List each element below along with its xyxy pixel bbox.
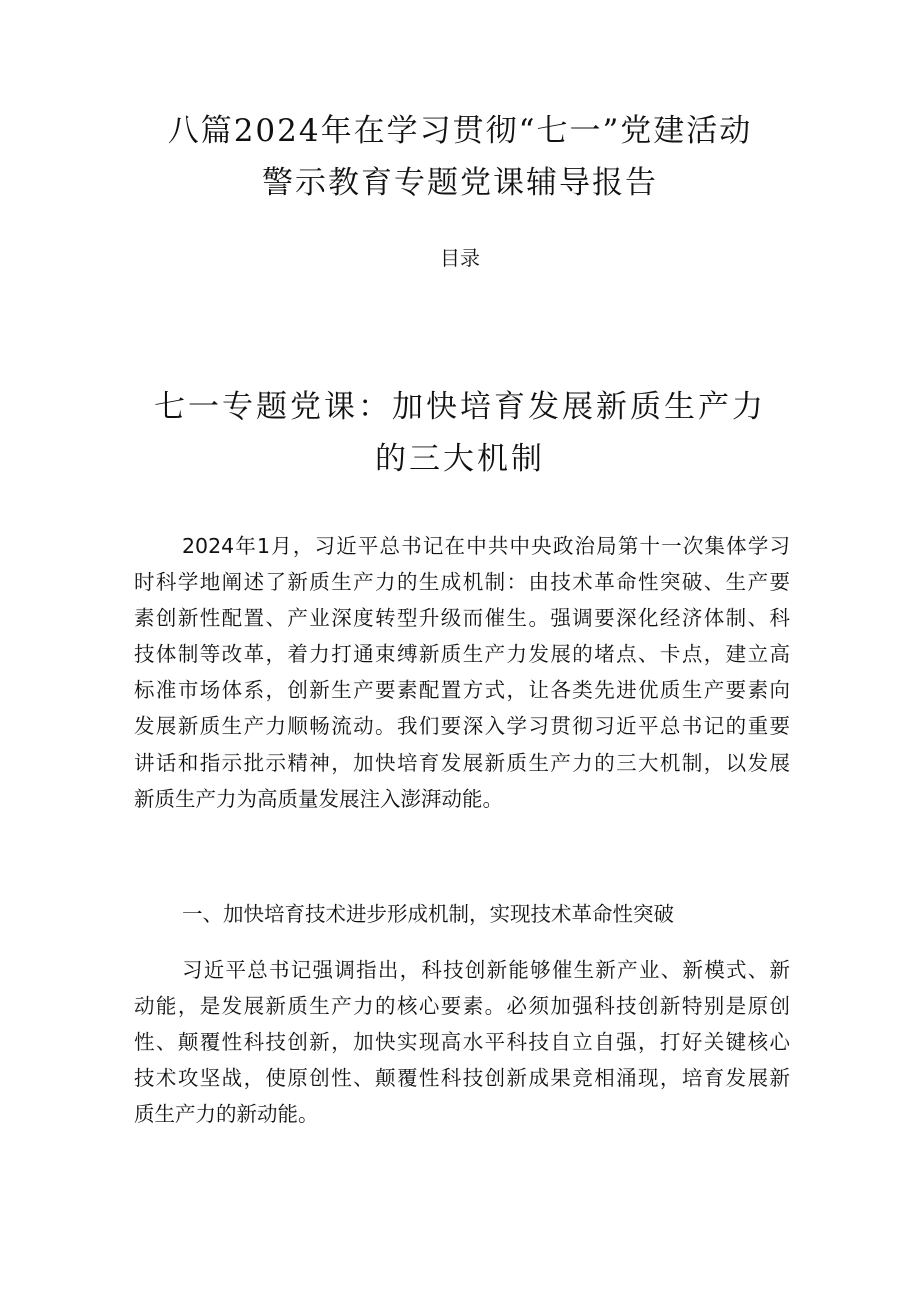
- heading-1-text: 一、加快培育技术进步形成机制，实现技术革命性突破: [182, 902, 674, 926]
- document-title-line-2: 警示教育专题党课辅导报告: [262, 165, 658, 201]
- paragraph-line: 发展新质生产力顺畅流动。我们要深入学习贯彻习近平总书记的重要: [134, 714, 790, 739]
- paragraph-line: 新质生产力为高质量发展注入澎湃动能。: [134, 786, 503, 811]
- paragraph-line: 标准市场体系，创新生产要素配置方式，让各类先进优质生产要素向: [134, 678, 790, 703]
- paragraph-line: 素创新性配置、产业深度转型升级而催生。强调要深化经济体制、科: [134, 606, 790, 631]
- paragraph-line: 习近平总书记强调指出，科技创新能够催生新产业、新模式、新: [182, 958, 790, 982]
- toc-heading: 目录: [440, 246, 480, 270]
- paragraph-1: [134, 528, 790, 817]
- paragraph-line: 性、颠覆性科技创新，加快实现高水平科技自立自强，打好关键核心: [134, 1030, 790, 1055]
- paragraph-line: 技术攻坚战，使原创性、颠覆性科技创新成果竞相涌现，培育发展新: [134, 1066, 790, 1091]
- document-title-line-1: 八篇2024年在学习贯彻“七一”党建活动: [167, 113, 753, 149]
- section-title-line-1: 七一专题党课：加快培育发展新质生产力: [154, 389, 766, 425]
- paragraph-line: 时科学地阐述了新质生产力的生成机制：由技术革命性突破、生产要: [134, 570, 790, 595]
- section-title-line-2: 的三大机制: [375, 441, 545, 477]
- paragraph-line: 讲话和指示批示精神，加快培育发展新质生产力的三大机制，以发展: [134, 750, 790, 775]
- section-heading-1: [134, 896, 790, 932]
- paragraph-line: 技体制等改革，着力打通束缚新质生产力发展的堵点、卡点，建立高: [134, 642, 790, 667]
- paragraph-line: 2024年1月，习近平总书记在中共中央政治局第十一次集体学习: [182, 534, 790, 558]
- paragraph-line: 质生产力的新动能。: [134, 1102, 319, 1127]
- paragraph-2: [134, 952, 790, 1132]
- paragraph-line: 动能，是发展新质生产力的核心要素。必须加强科技创新特别是原创: [134, 994, 790, 1019]
